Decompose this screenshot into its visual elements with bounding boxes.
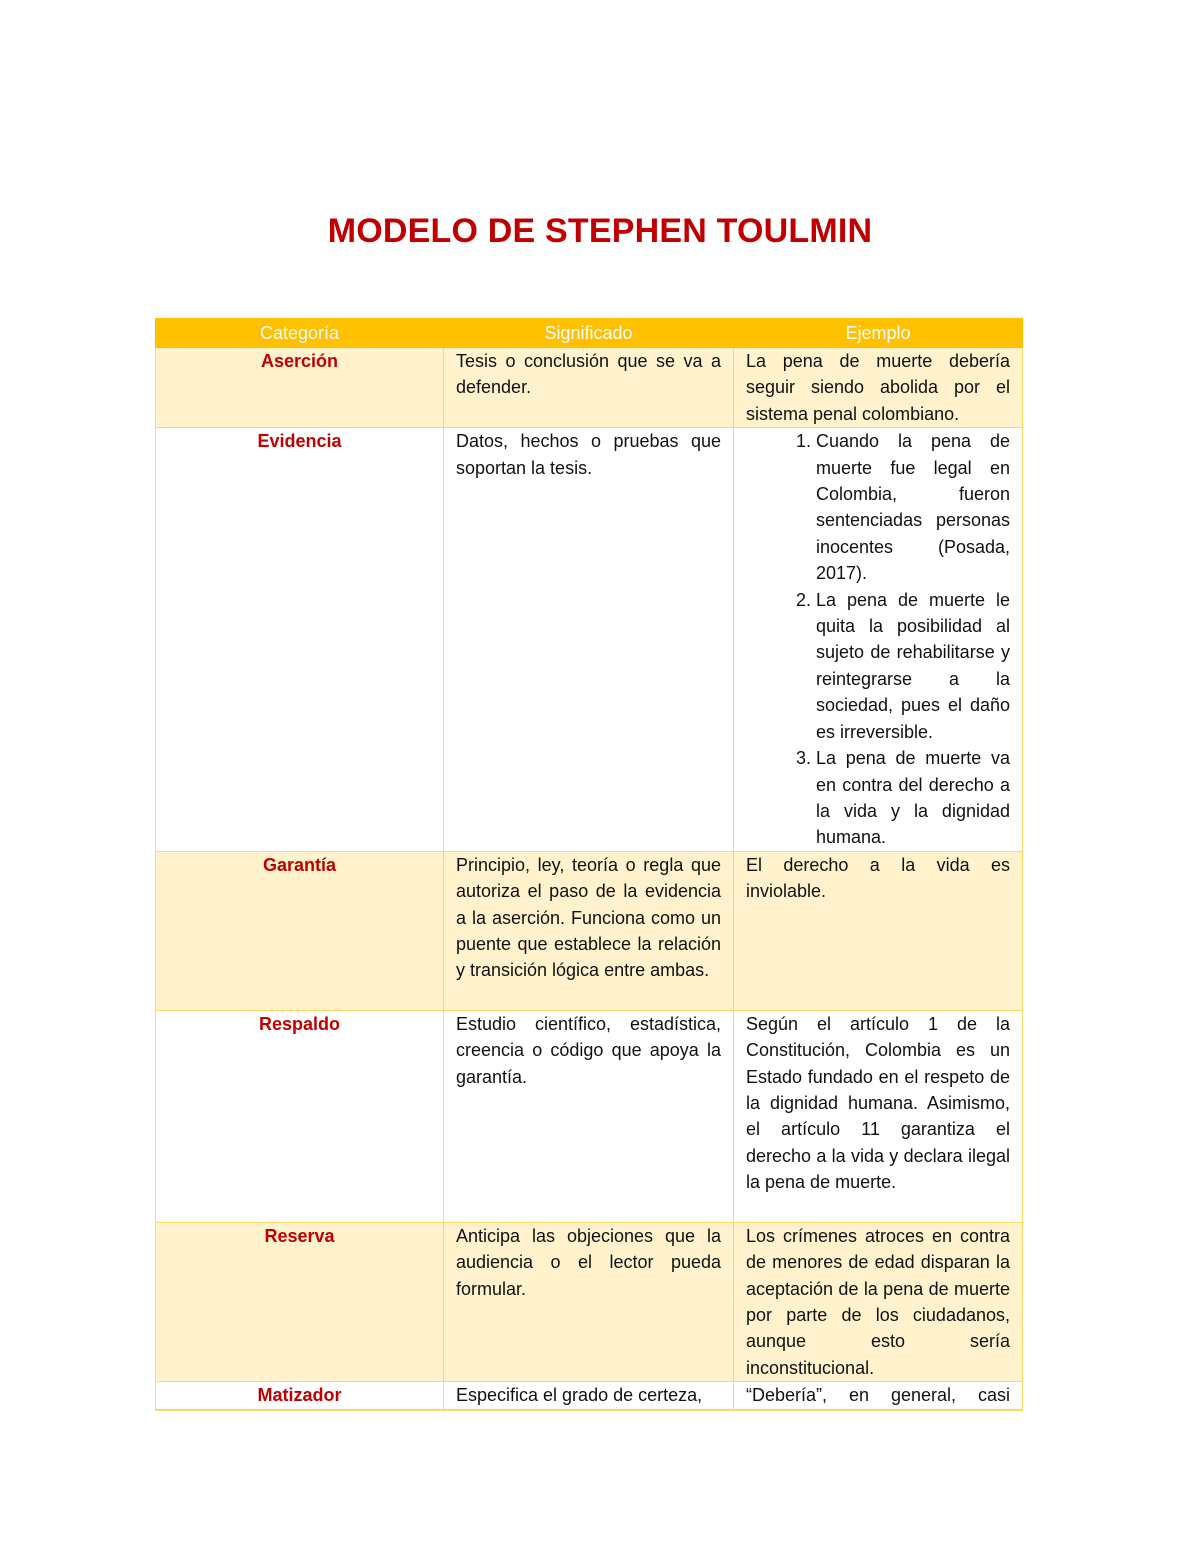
table-row <box>156 1010 1023 1222</box>
category-cell: Reserva <box>156 1222 444 1381</box>
example-cell: Según el artículo 1 de la Constitución, Colombia es un Estado fundado en el respeto de la dignidad humana. Asimismo, el artículo 11 garantiza el derecho a la vida y declara ilegal la pena de muerte. <box>734 1010 1023 1222</box>
category-cell: Garantía <box>156 851 444 1010</box>
list-item: 3. La pena de muerte va en contra del derecho a la vida y la dignidad humana. <box>816 745 1010 851</box>
category-cell: Respaldo <box>156 1010 444 1222</box>
list-item: 2. La pena de muerte le quita la posibilidad al sujeto de rehabilitarse y reintegrarse a la sociedad, pues el daño es irreversible. <box>816 587 1010 745</box>
page-title: MODELO DE STEPHEN TOULMIN <box>327 212 873 250</box>
header-ejemplo: Ejemplo <box>734 319 1023 348</box>
list-item: 1. Cuando la pena de muerte fue legal en Colombia, fueron sentenciadas personas inocentes (Posada, 2017). <box>816 428 1010 586</box>
example-cell <box>734 428 1023 852</box>
meaning-cell: Anticipa las objeciones que la audiencia o el lector pueda formular. <box>444 1222 734 1381</box>
table-row <box>156 428 1023 852</box>
category-cell: Matizador <box>156 1382 444 1410</box>
header-categoria: Categoría <box>156 319 444 348</box>
meaning-cell: Especifica el grado de certeza, <box>444 1382 734 1410</box>
toulmin-table <box>155 318 1023 1411</box>
meaning-cell: Principio, ley, teoría o regla que autoriza el paso de la evidencia a la aserción. Funciona como un puente que establece la relación y transición lógica entre ambas. <box>444 851 734 1010</box>
table-row <box>156 1222 1023 1381</box>
table-row <box>156 851 1023 1010</box>
category-cell: Evidencia <box>156 428 444 852</box>
example-cell: “Debería”, en general, casi <box>734 1382 1023 1410</box>
meaning-cell: Estudio científico, estadística, creencia o código que apoya la garantía. <box>444 1010 734 1222</box>
table-header-row <box>156 319 1023 348</box>
meaning-cell: Datos, hechos o pruebas que soportan la tesis. <box>444 428 734 852</box>
category-cell: Aserción <box>156 348 444 428</box>
evidence-list <box>746 428 1010 851</box>
table-row <box>156 348 1023 428</box>
example-cell: Los crímenes atroces en contra de menores de edad disparan la aceptación de la pena de muerte por parte de los ciudadanos, aunque esto sería inconstitucional. <box>734 1222 1023 1381</box>
table-row <box>156 1382 1023 1410</box>
example-cell: La pena de muerte debería seguir siendo abolida por el sistema penal colombiano. <box>734 348 1023 428</box>
meaning-cell: Tesis o conclusión que se va a defender. <box>444 348 734 428</box>
header-significado: Significado <box>444 319 734 348</box>
example-cell: El derecho a la vida es inviolable. <box>734 851 1023 1010</box>
